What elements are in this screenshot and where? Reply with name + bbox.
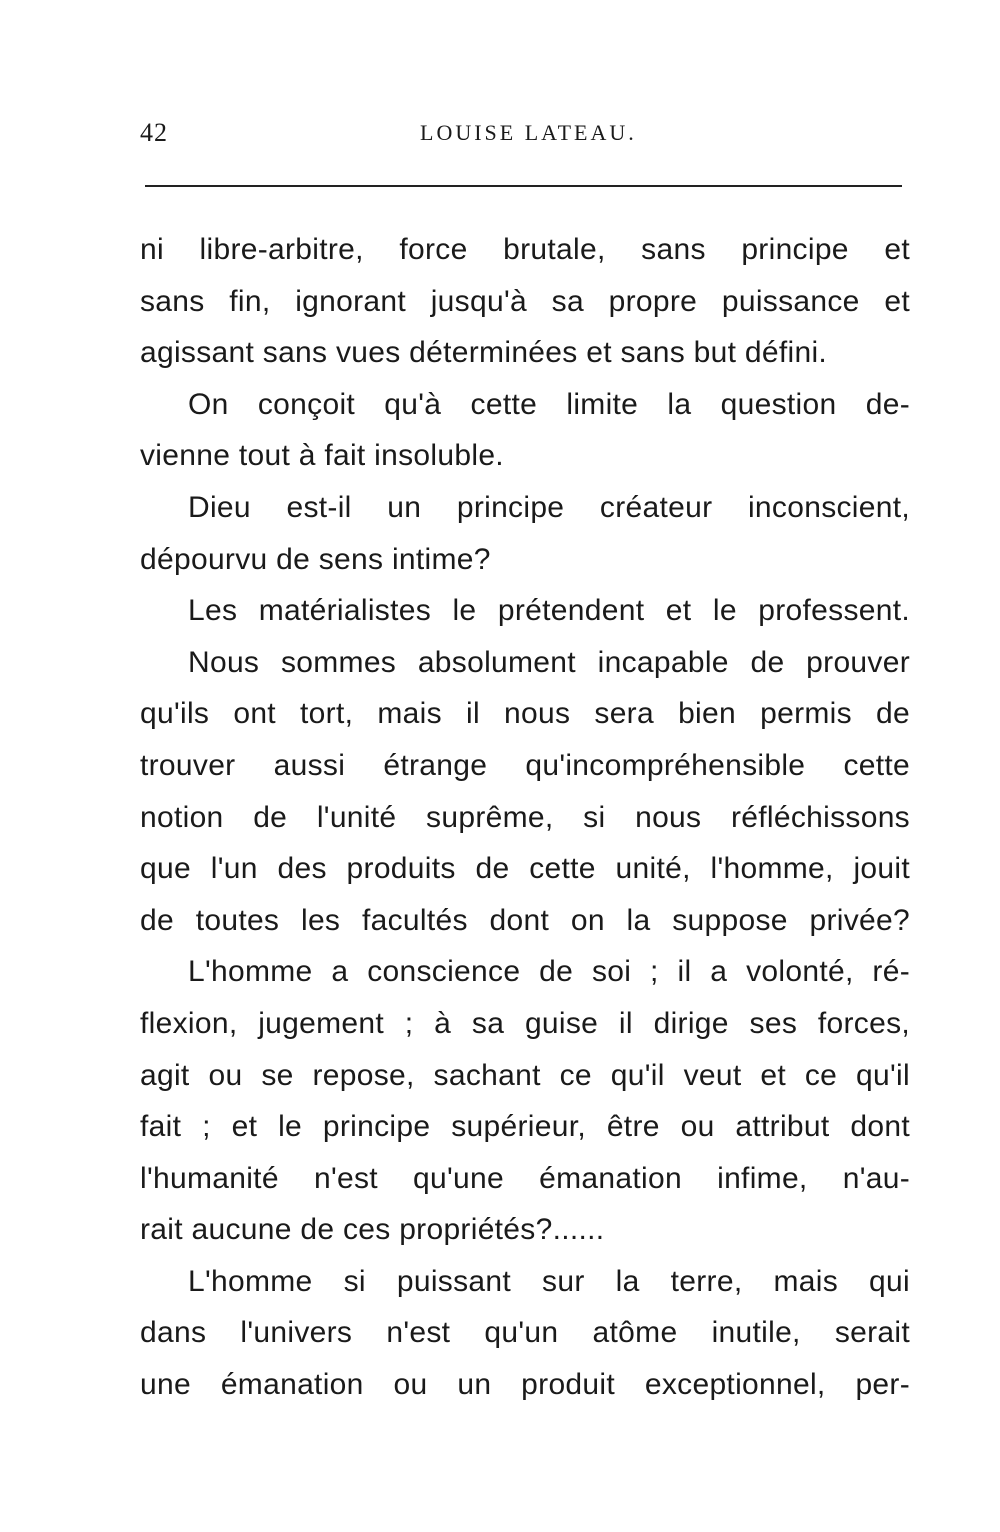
text-line: Les matérialistes le prétendent et le professent. [188,594,910,628]
text-line: de toutes les facultés dont on la suppose privée? [140,903,910,937]
header-rule [145,185,902,187]
text-line: sans fin, ignorant jusqu'à sa propre puissance et [140,284,910,318]
text-line: ni libre-arbitre, force brutale, sans principe et [140,233,910,266]
text-line: rait aucune de ces propriétés?...... [140,1213,605,1247]
text-line: une émanation ou un produit exceptionnel, per- [140,1368,910,1402]
text-line: qu'ils ont tort, mais il nous sera bien permis de [140,697,910,731]
text-line: notion de l'unité suprême, si nous réfléchissons [140,800,910,834]
text-line: L'homme a conscience de soi ; il a volonté, ré- [188,955,910,989]
text-line: l'humanité n'est qu'une émanation infime, n'au- [140,1161,910,1195]
body-text [140,224,910,1411]
page-header [140,108,910,158]
text-line: vienne tout à fait insoluble. [140,439,504,473]
text-line: Nous sommes absolument incapable de prouver [188,645,910,679]
text-line: trouver aussi étrange qu'incompréhensible cette [140,748,910,782]
text-line: On conçoit qu'à cette limite la question de- [188,387,910,421]
text-line: agit ou se repose, sachant ce qu'il veut et ce qu'il [140,1058,910,1092]
text-line: dans l'univers n'est qu'un atôme inutile, serait [140,1316,910,1350]
text-line: fait ; et le principe supérieur, être ou attribut dont [140,1110,910,1144]
running-title: LOUISE LATEAU. [420,120,637,145]
text-line: flexion, jugement ; à sa guise il dirige ses forces, [140,1006,910,1040]
text-line: dépourvu de sens intime? [140,542,491,576]
text-line: L'homme si puissant sur la terre, mais qui [188,1264,910,1298]
text-line: que l'un des produits de cette unité, l'homme, jouit [140,852,910,886]
text-line: Dieu est-il un principe créateur inconscient, [188,490,910,524]
text-line: agissant sans vues déterminées et sans but défini. [140,336,828,370]
page-number: 42 [140,118,168,147]
